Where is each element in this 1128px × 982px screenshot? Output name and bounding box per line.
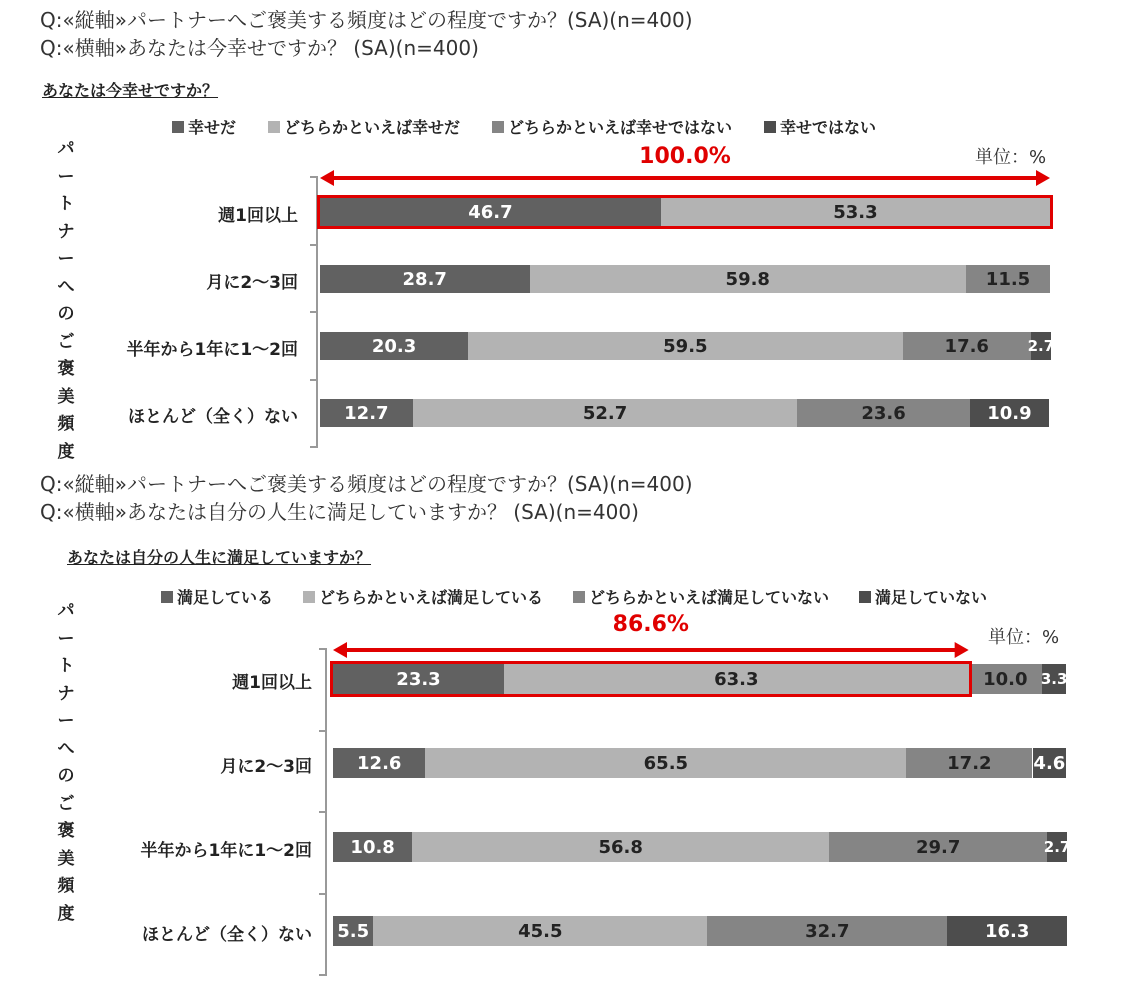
data-label: 20.3 xyxy=(371,335,417,357)
question-line: Q:«横軸»あなたは今幸せですか？ (SA)(n=400) xyxy=(40,36,479,60)
data-label: 28.7 xyxy=(402,268,447,290)
category-label: 月に2〜3回 xyxy=(220,757,312,777)
data-label: 59.5 xyxy=(663,335,708,357)
data-label: 59.8 xyxy=(725,268,770,290)
category-label: 半年から1年に1〜2回 xyxy=(140,841,312,861)
y-axis-title-char: 美 xyxy=(57,848,75,869)
chart-title: あなたは今幸せですか？ xyxy=(42,81,219,100)
y-axis-title-char: 度 xyxy=(57,441,75,462)
category-label: ほとんど（全く）ない xyxy=(128,407,298,427)
y-axis-title-char: 褒 xyxy=(57,359,75,379)
data-label: 3.3 xyxy=(1040,670,1068,688)
y-axis-title-char: ー xyxy=(57,166,75,187)
chart-title: あなたは自分の人生に満足していますか？ xyxy=(67,548,372,567)
question-line: Q:«横軸»あなたは自分の人生に満足していますか？ (SA)(n=400) xyxy=(40,500,639,524)
unit-label: 単位：% xyxy=(975,147,1047,168)
y-axis-title-char: 褒 xyxy=(57,821,75,841)
legend-label: どちらかといえば幸せだ xyxy=(284,118,461,137)
data-label: 63.3 xyxy=(714,668,759,690)
legend-label: どちらかといえば満足している xyxy=(319,588,544,607)
data-label: 52.7 xyxy=(582,402,628,424)
category-label: 週1回以上 xyxy=(218,206,298,226)
legend-label: どちらかといえば幸せではない xyxy=(508,118,733,137)
data-label: 10.9 xyxy=(987,402,1032,424)
data-label: 2.7 xyxy=(1043,838,1071,856)
arrow-head-right xyxy=(955,642,969,658)
y-axis-title-char: へ xyxy=(57,276,75,297)
y-axis-title-char: の xyxy=(57,304,75,324)
category-label: 月に2〜3回 xyxy=(206,273,298,293)
y-axis-title-char: ナ xyxy=(57,683,75,704)
y-axis-title-char: 美 xyxy=(57,386,75,407)
y-axis-title-char: ナ xyxy=(57,221,75,242)
data-label: 45.5 xyxy=(518,920,563,942)
data-label: 2.7 xyxy=(1027,337,1055,355)
data-label: 56.8 xyxy=(598,836,643,858)
data-label: 53.3 xyxy=(833,201,878,223)
y-axis-title-char: ご xyxy=(57,331,75,352)
data-label: 10.8 xyxy=(350,836,395,858)
y-axis-title-char: パ xyxy=(57,139,75,159)
data-label: 16.3 xyxy=(984,920,1030,942)
y-axis-title-char: の xyxy=(57,766,75,786)
arrow-head-left xyxy=(333,642,347,658)
legend-label: どちらかといえば満足していない xyxy=(589,588,830,607)
data-label: 4.6 xyxy=(1033,752,1066,774)
data-label: 32.7 xyxy=(805,920,850,942)
y-axis-title-char: パ xyxy=(57,601,75,621)
unit-label: 単位：% xyxy=(988,627,1060,648)
data-label: 12.6 xyxy=(357,752,402,774)
legend-label: 満足していない xyxy=(875,588,988,607)
data-label: 17.6 xyxy=(944,335,989,357)
legend-label: 幸せではない xyxy=(780,118,877,137)
data-label: 12.7 xyxy=(344,402,389,424)
data-label: 29.7 xyxy=(915,836,961,858)
question-line: Q:«縦軸»パートナーへご褒美する頻度はどの程度ですか？(SA)(n=400) xyxy=(40,472,693,496)
category-label: 半年から1年に1〜2回 xyxy=(126,340,298,360)
highlight-percentage: 86.6% xyxy=(612,612,689,637)
data-label: 23.3 xyxy=(396,668,441,690)
y-axis-title-char: 頻 xyxy=(57,876,75,896)
y-axis-title-char: 頻 xyxy=(57,414,75,434)
y-axis-title-char: ト xyxy=(57,194,75,214)
legend-label: 満足している xyxy=(177,588,274,607)
category-label: ほとんど（全く）ない xyxy=(142,925,312,945)
question-line: Q:«縦軸»パートナーへご褒美する頻度はどの程度ですか？(SA)(n=400) xyxy=(40,8,693,32)
data-label: 65.5 xyxy=(643,752,689,774)
y-axis-title-char: へ xyxy=(57,738,75,759)
data-label: 46.7 xyxy=(468,201,513,223)
highlight-percentage: 100.0% xyxy=(639,144,731,169)
y-axis-title-char: ご xyxy=(57,793,75,814)
legend-label: 幸せだ xyxy=(188,118,237,137)
data-label: 17.2 xyxy=(947,752,992,774)
data-label: 11.5 xyxy=(985,268,1031,290)
y-axis-title-char: ー xyxy=(57,711,75,731)
data-label: 5.5 xyxy=(337,920,370,942)
category-label: 週1回以上 xyxy=(232,673,312,693)
y-axis-title-char: ー xyxy=(57,628,75,649)
y-axis-title-char: ー xyxy=(57,249,75,269)
data-label: 23.6 xyxy=(861,402,906,424)
y-axis-title-char: ト xyxy=(57,656,75,676)
data-label: 10.0 xyxy=(983,668,1028,690)
y-axis-title-char: 度 xyxy=(57,903,75,924)
